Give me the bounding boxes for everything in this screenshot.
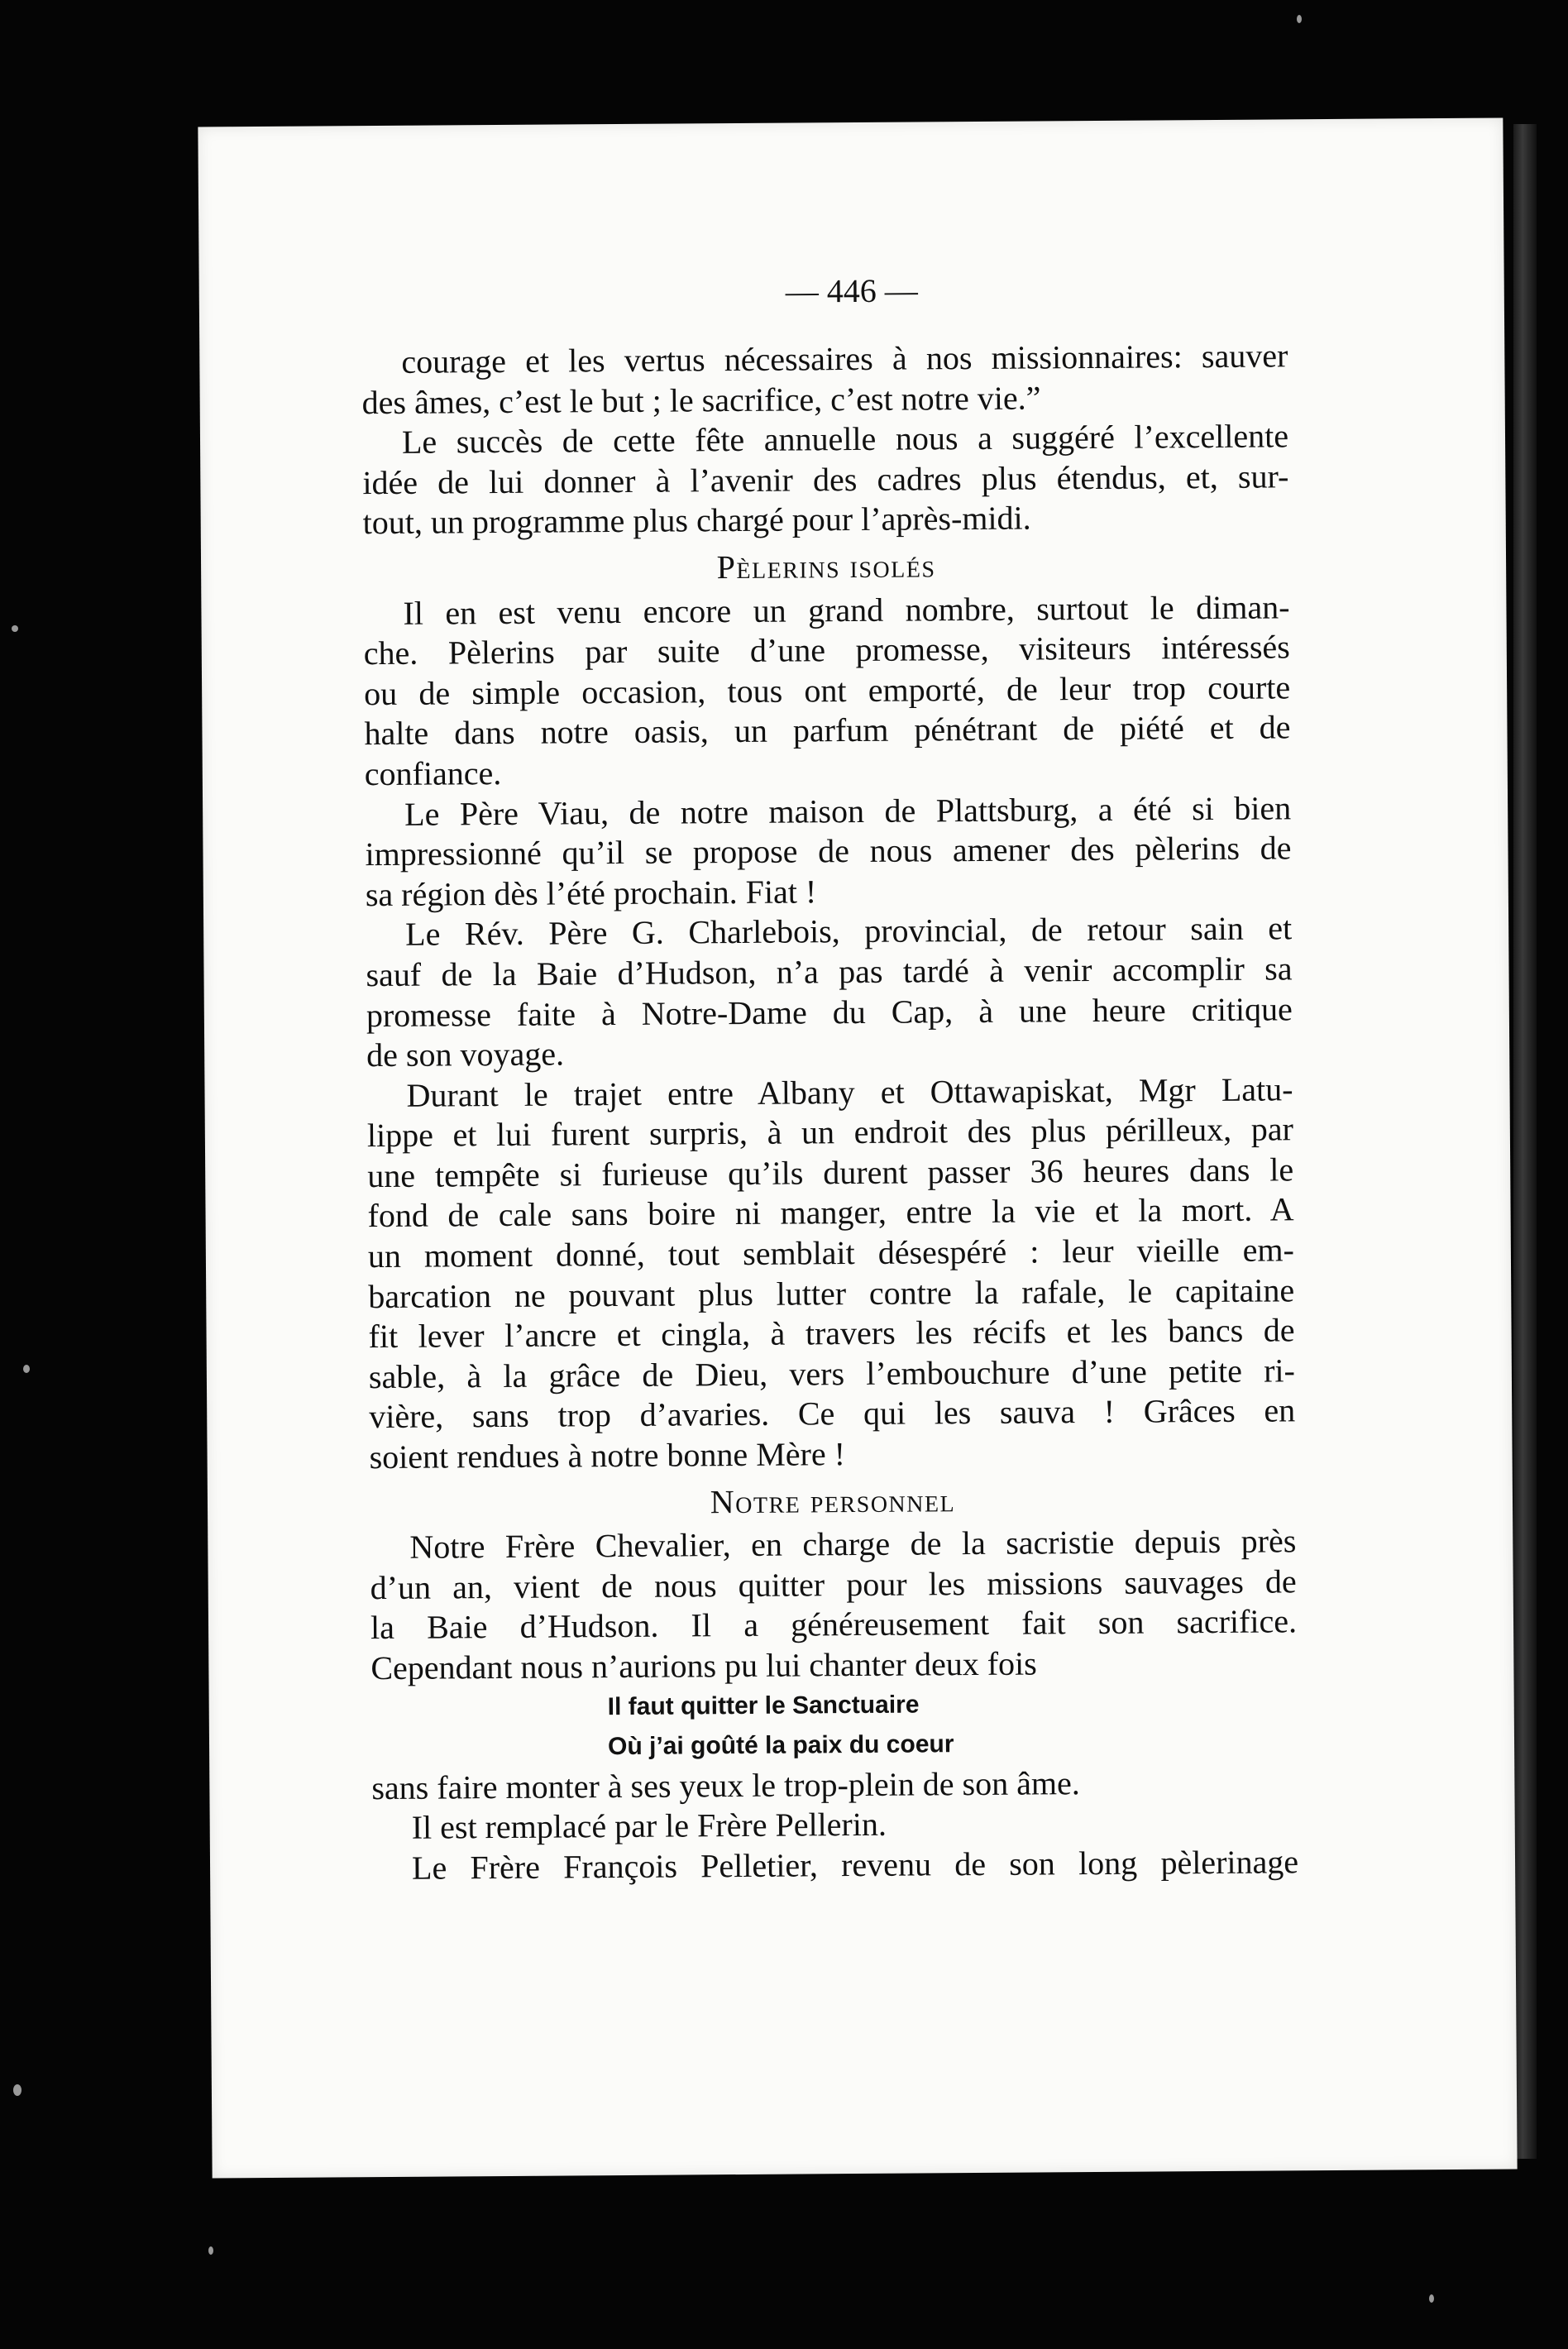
- text-line: de son voyage.: [366, 1035, 565, 1074]
- text-line: Il en est venu encore un grand nombre, surtout le diman-: [403, 587, 1290, 632]
- text-line: fond de cale sans boire ni manger, entre la vie et la mort. A: [367, 1190, 1294, 1235]
- paragraph: [371, 1762, 1298, 1808]
- paragraph: [362, 417, 1289, 544]
- text-line: promesse faite à Notre-Dame du Cap, à une heure critique: [366, 989, 1293, 1034]
- text-line: la Baie d’Hudson. Il a généreusement fait son sacrifice.: [370, 1602, 1298, 1647]
- text-line: idée de lui donner à l’avenir des cadres plus étendus, et, sur-: [362, 457, 1289, 501]
- text-line: impressionné qu’il se propose de nous amener des pèlerins de: [365, 829, 1292, 873]
- text-line: Durant le trajet entre Albany et Ottawapiskat, Mgr Latu-: [406, 1070, 1293, 1114]
- text-line: Le Rév. Père G. Charlebois, provincial, de retour sain et: [405, 909, 1293, 954]
- text-line: Il est remplacé par le Frère Pellerin.: [411, 1805, 887, 1846]
- text-line: Notre Frère Chevalier, en charge de la sacristie depuis près: [409, 1522, 1297, 1567]
- text-line: une tempête si furieuse qu’ils durent passer 36 heures dans le: [367, 1151, 1294, 1195]
- text-line: Le Père Viau, de notre maison de Plattsburg, a été si bien: [404, 788, 1292, 833]
- text-line: courage et les vertus nécessaires à nos missionnaires: sauver: [401, 337, 1288, 380]
- text-line: sauf de la Baie d’Hudson, n’a pas tardé à venir accomplir sa: [366, 950, 1293, 994]
- paragraph: [365, 788, 1292, 916]
- text-line: ou de simple occasion, tous ont emporté, de leur trop courte: [363, 668, 1291, 712]
- text-line: sans faire monter à ses yeux le trop-plein de son âme.: [371, 1763, 1080, 1806]
- text-line: lippe et lui furent surpris, à un endroit des plus périlleux, par: [366, 1110, 1294, 1155]
- scan-speck: [12, 625, 18, 632]
- section-heading: Pèlerins isolés: [716, 547, 936, 586]
- paragraph: [372, 1801, 1298, 1848]
- paragraph: [363, 587, 1291, 795]
- text-line: halte dans notre oasis, un parfum pénétrant de piété et de: [364, 708, 1291, 753]
- text-line: Cependant nous n’aurions pu lui chanter deux fois: [370, 1644, 1037, 1687]
- text-line: des âmes, c’est le but ; le sacrifice, c’est notre vie.”: [361, 379, 1041, 421]
- scan-speck: [13, 2084, 22, 2096]
- text-line: tout, un programme plus chargé pour l’après-midi.: [362, 499, 1031, 542]
- paragraph: [366, 1069, 1295, 1478]
- adjacent-page-edge: [1513, 124, 1537, 2159]
- text-line: che. Pèlerins par suite d’une promesse, visiteurs intéressés: [363, 628, 1290, 672]
- scan-speck: [23, 1365, 30, 1373]
- verse-line: Il faut quitter le Sanctuaire: [607, 1691, 920, 1720]
- text-line: sable, à la grâce de Dieu, vers l’embouchure d’une petite ri-: [368, 1352, 1296, 1395]
- scan-speck: [208, 2246, 213, 2255]
- paragraph: [361, 336, 1288, 423]
- text-line: barcation ne pouvant plus lutter contre la rafale, le capitaine: [368, 1270, 1295, 1315]
- text-line: d’un an, vient de nous quitter pour les missions sauvages de: [370, 1562, 1297, 1606]
- page-body-text: [361, 336, 1298, 1888]
- text-line: fit lever l’ancre et cingla, à travers les récifs et les bancs de: [368, 1311, 1295, 1356]
- text-line: soient rendues à notre bonne Mère !: [369, 1435, 846, 1476]
- text-line: sa région dès l’été prochain. Fiat !: [365, 873, 817, 913]
- scan-speck: [1429, 2294, 1434, 2303]
- text-line: un moment donné, tout semblait désespéré : leur vieille em-: [367, 1231, 1295, 1275]
- paragraph: [372, 1842, 1298, 1888]
- verse-quote: [371, 1682, 1298, 1768]
- section-heading: Notre personnel: [710, 1481, 956, 1520]
- text-line: Le succès de cette fête annuelle nous a suggéré l’excellente: [401, 417, 1289, 462]
- text-line: vière, sans trop d’avaries. Ce qui les sauva ! Grâces en: [369, 1391, 1296, 1436]
- paragraph: [370, 1522, 1297, 1689]
- paragraph: [366, 909, 1293, 1076]
- verse-line: Où j’ai goûté la paix du coeur: [607, 1729, 954, 1760]
- book-page: [198, 118, 1517, 2179]
- scan-speck: [1297, 15, 1302, 23]
- text-line: confiance.: [364, 753, 502, 793]
- text-line: Le Frère François Pelletier, revenu de son long pèlerinage: [411, 1843, 1299, 1887]
- page-number: — 446 —: [785, 271, 918, 310]
